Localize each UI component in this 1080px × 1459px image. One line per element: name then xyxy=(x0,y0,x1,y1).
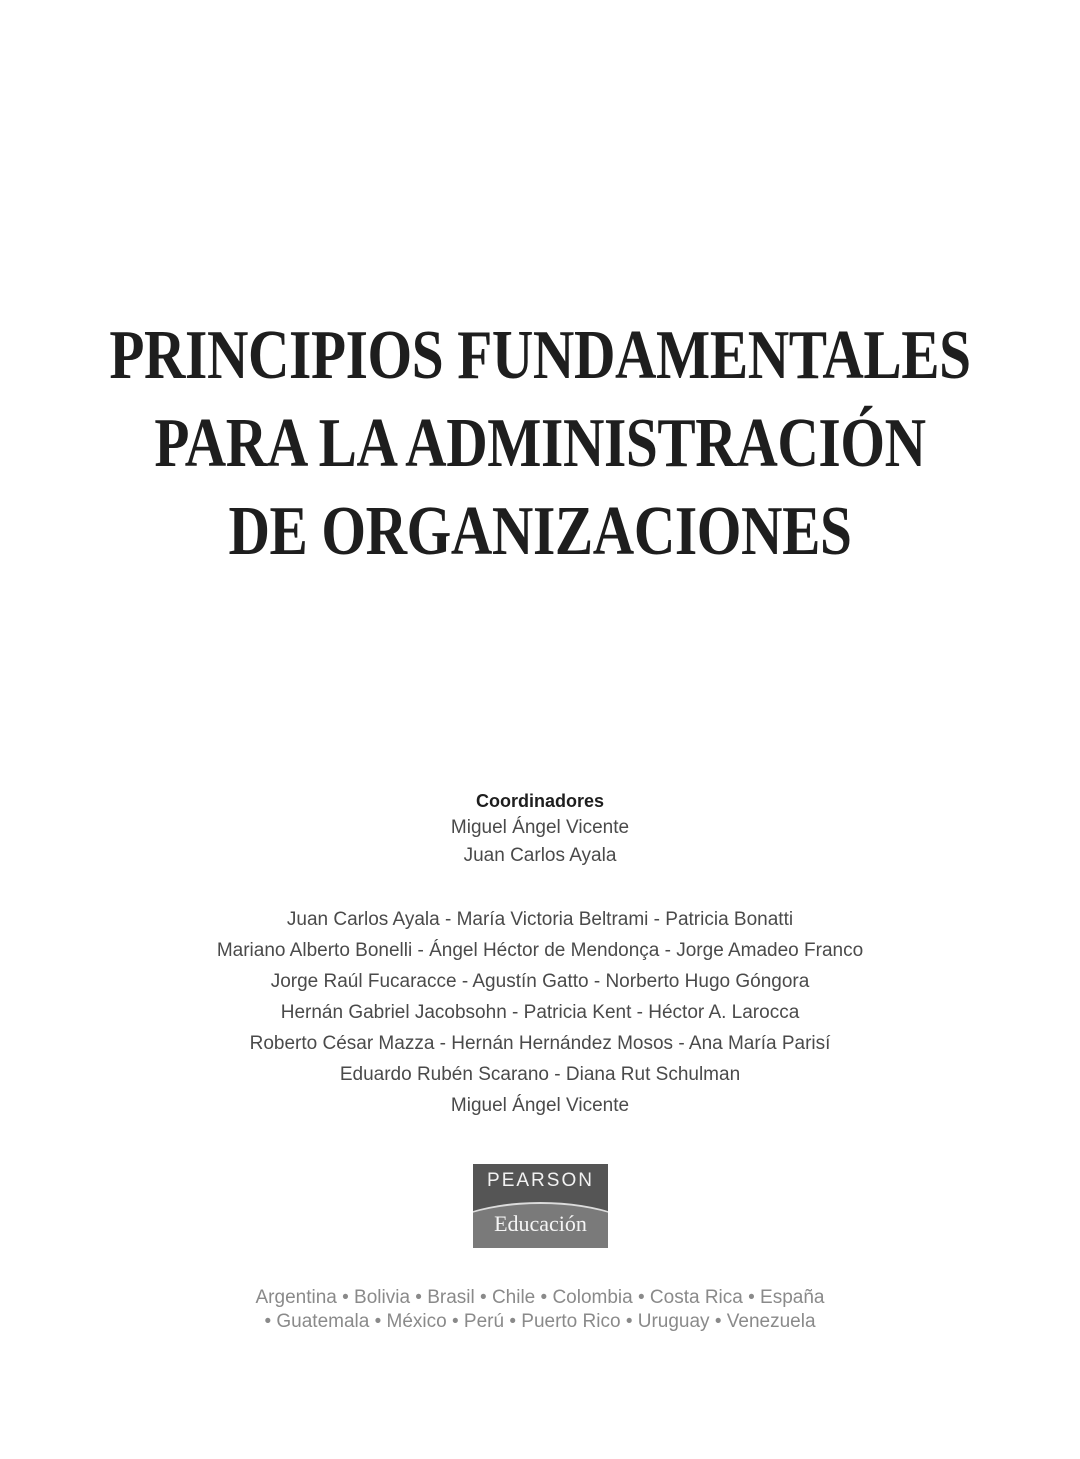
author-line: Mariano Alberto Bonelli - Ángel Héctor de Mendonça - Jorge Amadeo Franco xyxy=(216,940,864,961)
title-line-3: DE ORGANIZACIONES xyxy=(228,493,852,570)
title-line-2: PARA LA ADMINISTRACIÓN xyxy=(154,405,926,482)
coordinators-heading: Coordinadores xyxy=(475,791,604,811)
countries-line-2: • Guatemala • México • Perú • Puerto Rico • Uruguay • Venezuela xyxy=(264,1311,816,1332)
countries-list xyxy=(0,1286,1080,1334)
credits xyxy=(0,788,1080,1121)
author-line: Roberto César Mazza - Hernán Hernández Mosos - Ana María Parisí xyxy=(249,1033,831,1054)
author-line: Juan Carlos Ayala - María Victoria Beltrami - Patricia Bonatti xyxy=(286,909,794,930)
logo-top-text: PEARSON xyxy=(487,1170,594,1191)
countries-line-1: Argentina • Bolivia • Brasil • Chile • Colombia • Costa Rica • España xyxy=(255,1287,825,1308)
pearson-educacion-logo xyxy=(473,1164,608,1248)
authors-list xyxy=(0,904,1080,1121)
author-line: Eduardo Rubén Scarano - Diana Rut Schulman xyxy=(339,1064,741,1085)
book-title xyxy=(0,312,1080,576)
title-line-1: PRINCIPIOS FUNDAMENTALES xyxy=(109,317,971,394)
coordinator-name: Juan Carlos Ayala xyxy=(463,845,617,866)
author-line: Miguel Ángel Vicente xyxy=(450,1095,630,1116)
author-line: Hernán Gabriel Jacobsohn - Patricia Kent - Héctor A. Larocca xyxy=(280,1002,800,1023)
coordinator-name: Miguel Ángel Vicente xyxy=(450,817,630,838)
author-line: Jorge Raúl Fucaracce - Agustín Gatto - Norberto Hugo Góngora xyxy=(270,971,810,992)
logo-bottom-text: Educación xyxy=(494,1211,587,1236)
